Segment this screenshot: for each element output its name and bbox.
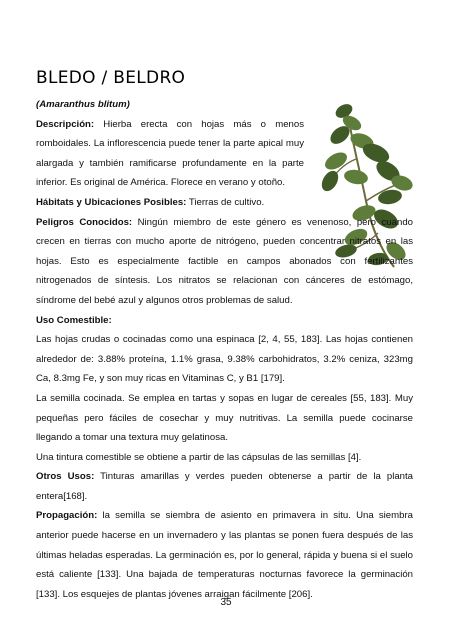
propagation-text: la semilla se siembra de asiento en primavera in situ. Una siembra anterior puede hacerse en un invernadero y las plantas se ponen fuera después de las últimas heladas esperadas. La germinación es, por lo general, rápida y buena si el suelo está caliente [133]. Una bajada de temperaturas nocturnas favorece la germinación [133]. Los esquejes de plantas jóvenes arraigan fácilmente [206]. bbox=[36, 510, 413, 600]
other-uses-paragraph bbox=[36, 467, 413, 506]
edible-heading bbox=[36, 311, 413, 331]
description-paragraph bbox=[36, 115, 304, 193]
dangers-label: Peligros Conocidos: bbox=[36, 216, 133, 228]
description-text: Hierba erecta con hojas más o menos romboidales. La inflorescencia puede tener la parte apical muy alargada y también ramificarse profundamente en la parte inferior. Es original de América. Florece en verano y otoño. bbox=[36, 118, 304, 189]
edible-paragraph-2: La semilla cocinada. Se emplea en tartas y sopas en lugar de cereales [55, 183]. Muy pequeñas pero fáciles de cosechar y muy nutritivas. La semilla puede cocinarse llegando a tomar una textura muy gelatinosa. bbox=[36, 392, 413, 444]
edible-paragraph-3: Una tintura comestible se obtiene a partir de las cápsulas de las semillas [4]. bbox=[36, 451, 362, 463]
page-number: 35 bbox=[220, 597, 232, 608]
latin-name-text: (Amaranthus blitum) bbox=[36, 99, 130, 110]
edible-label: Uso Comestible: bbox=[36, 314, 112, 326]
habitats-text: Tierras de cultivo. bbox=[186, 196, 265, 208]
dangers-paragraph bbox=[36, 213, 413, 311]
latin-name bbox=[36, 95, 304, 115]
content-body bbox=[36, 95, 413, 604]
edible-paragraph-1: Las hojas crudas o cocinadas como una espinaca [2, 4, 55, 183]. Las hojas contienen alrededor de: 3.88% proteína, 1.1% grasa, 9.38% carbohidratos, 3.2% ceniza, 323mg Ca, 8.3mg Fe, y son muy ricas en Vitaminas C, y B1 [179]. bbox=[36, 334, 413, 385]
page-title: BLEDO / BELDRO bbox=[36, 68, 186, 88]
propagation-label: Propagación: bbox=[36, 510, 98, 522]
other-uses-label: Otros Usos: bbox=[36, 471, 95, 483]
propagation-paragraph bbox=[36, 506, 413, 604]
other-uses-text: Tinturas amarillas y verdes pueden obtenerse a partir de la planta entera[168]. bbox=[36, 471, 413, 502]
description-label: Descripción: bbox=[36, 118, 95, 130]
habitats-label: Hábitats y Ubicaciones Posibles: bbox=[36, 196, 187, 208]
habitats-paragraph bbox=[36, 193, 304, 213]
dangers-text: Ningún miembro de este género es venenoso, pero cuando crecen en tierras con mucho aporte de nitrógeno, pueden concentrar nitratos en las hojas. Esto es especialmente factible en campos abonados con fertilizantes nitrogenados de síntesis. Los nitratos se relacionan con cánceres de estómago, síndrome del bebé azul y algunos otros problemas de salud. bbox=[36, 216, 413, 306]
